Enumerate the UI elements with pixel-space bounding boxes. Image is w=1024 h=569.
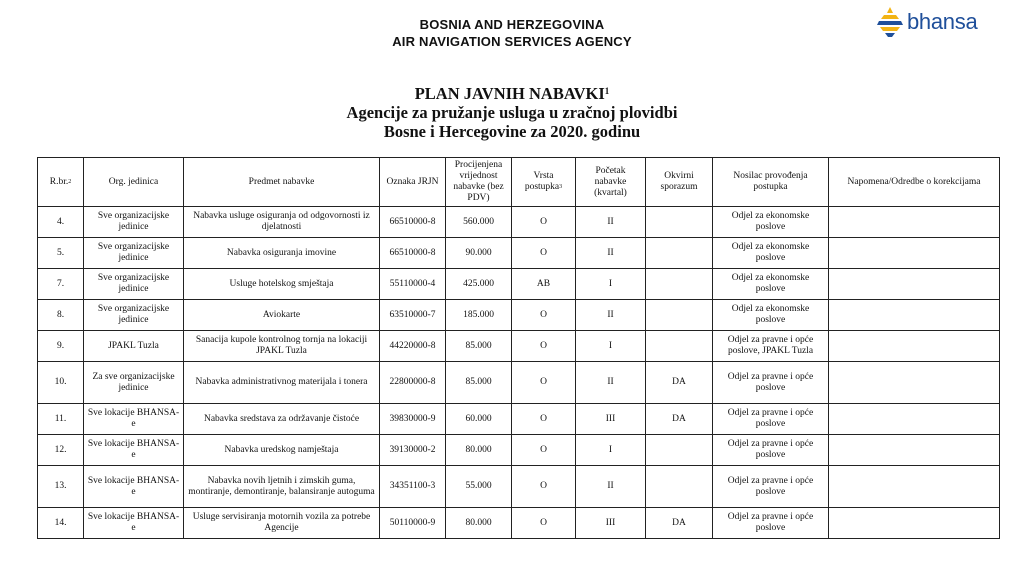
cell-org: Sve lokacije BHANSA-e [84, 508, 184, 539]
cell-napomena [829, 207, 1000, 238]
cell-napomena [829, 508, 1000, 539]
table-row [38, 331, 1000, 362]
cell-predmet: Nabavka novih ljetnih i zimskih guma, montiranje, demontiranje, balansiranje autoguma [184, 466, 380, 508]
cell-nosilac: Odjel za ekonomske poslove [713, 300, 829, 331]
header-vrsta: Vrsta postupka$^3$ [512, 158, 576, 207]
cell-nosilac: Odjel za pravne i opće poslove [713, 404, 829, 435]
cell-vrijednost: 90.000 [446, 238, 512, 269]
cell-vrijednost: 185.000 [446, 300, 512, 331]
cell-rbr: 12. [38, 435, 84, 466]
cell-pocetak: II [576, 207, 646, 238]
header-vrijednost: Procijenjena vrijednost nabavke (bez PDV) [446, 158, 512, 207]
table-body [38, 207, 1000, 539]
cell-vrijednost: 60.000 [446, 404, 512, 435]
cell-org: Sve lokacije BHANSA-e [84, 404, 184, 435]
cell-okvirni [646, 331, 713, 362]
bhansa-logo-icon [876, 6, 904, 38]
cell-okvirni [646, 300, 713, 331]
bhansa-logo [876, 6, 977, 38]
cell-oznaka: 66510000-8 [380, 238, 446, 269]
cell-rbr: 7. [38, 269, 84, 300]
cell-vrsta: O [512, 435, 576, 466]
cell-pocetak: III [576, 404, 646, 435]
header-rbr: R.br.$^2$ [38, 158, 84, 207]
cell-oznaka: 34351100-3 [380, 466, 446, 508]
cell-oznaka: 50110000-9 [380, 508, 446, 539]
cell-predmet: Aviokarte [184, 300, 380, 331]
cell-oznaka: 39130000-2 [380, 435, 446, 466]
cell-predmet: Nabavka administrativnog materijala i tonera [184, 362, 380, 404]
cell-vrsta: O [512, 238, 576, 269]
table-row [38, 269, 1000, 300]
cell-vrsta: O [512, 466, 576, 508]
cell-predmet: Nabavka usluge osiguranja od odgovornosti iz djelatnosti [184, 207, 380, 238]
header-pocetak: Početak nabavke (kvartal) [576, 158, 646, 207]
cell-vrijednost: 425.000 [446, 269, 512, 300]
table-row [38, 300, 1000, 331]
table-header-row [38, 158, 1000, 207]
cell-rbr: 5. [38, 238, 84, 269]
cell-okvirni: DA [646, 362, 713, 404]
cell-org: Sve lokacije BHANSA-e [84, 435, 184, 466]
cell-napomena [829, 362, 1000, 404]
cell-okvirni [646, 466, 713, 508]
cell-pocetak: II [576, 300, 646, 331]
cell-pocetak: I [576, 331, 646, 362]
cell-vrijednost: 80.000 [446, 508, 512, 539]
cell-okvirni [646, 207, 713, 238]
cell-okvirni: DA [646, 508, 713, 539]
table-row [38, 466, 1000, 508]
cell-vrsta: O [512, 508, 576, 539]
table-row [38, 238, 1000, 269]
cell-nosilac: Odjel za ekonomske poslove [713, 269, 829, 300]
cell-rbr: 8. [38, 300, 84, 331]
title-line-2: Agencije za pružanje usluga u zračnoj plovidbi [346, 103, 678, 122]
title-line-3: Bosne i Hercegovine za 2020. godinu [383, 122, 641, 141]
header-predmet: Predmet nabavke [184, 158, 380, 207]
cell-nosilac: Odjel za pravne i opće poslove [713, 466, 829, 508]
agency-line-1: BOSNIA AND HERZEGOVINA [419, 17, 605, 32]
cell-pocetak: I [576, 269, 646, 300]
title-main: PLAN JAVNIH NABAVKI [414, 84, 605, 103]
cell-org: Sve organizacijske jedinice [84, 207, 184, 238]
cell-napomena [829, 269, 1000, 300]
cell-nosilac: Odjel za pravne i opće poslove [713, 508, 829, 539]
cell-napomena [829, 435, 1000, 466]
cell-oznaka: 39830000-9 [380, 404, 446, 435]
cell-org: Sve lokacije BHANSA-e [84, 466, 184, 508]
cell-oznaka: 63510000-7 [380, 300, 446, 331]
cell-vrsta: O [512, 331, 576, 362]
cell-org: Sve organizacijske jedinice [84, 238, 184, 269]
cell-predmet: Sanacija kupole kontrolnog tornja na lokaciji JPAKL Tuzla [184, 331, 380, 362]
cell-predmet: Usluge servisiranja motornih vozila za potrebe Agencije [184, 508, 380, 539]
cell-nosilac: Odjel za ekonomske poslove [713, 207, 829, 238]
header-nosilac: Nosilac provođenja postupka [713, 158, 829, 207]
cell-org: JPAKL Tuzla [84, 331, 184, 362]
cell-vrsta: O [512, 207, 576, 238]
cell-pocetak: II [576, 466, 646, 508]
cell-oznaka: 22800000-8 [380, 362, 446, 404]
cell-oznaka: 66510000-8 [380, 207, 446, 238]
title-line-1 [0, 84, 1024, 103]
cell-napomena [829, 404, 1000, 435]
cell-pocetak: III [576, 508, 646, 539]
title-footnote-marker: 1 [604, 86, 610, 96]
cell-rbr: 11. [38, 404, 84, 435]
cell-predmet: Usluge hotelskog smještaja [184, 269, 380, 300]
table-row [38, 362, 1000, 404]
header-okvirni: Okvirni sporazum [646, 158, 713, 207]
cell-oznaka: 55110000-4 [380, 269, 446, 300]
cell-org: Za sve organizacijske jedinice [84, 362, 184, 404]
agency-header [0, 16, 1024, 50]
cell-vrijednost: 85.000 [446, 362, 512, 404]
cell-rbr: 10. [38, 362, 84, 404]
header-org: Org. jedinica [84, 158, 184, 207]
cell-predmet: Nabavka sredstava za održavanje čistoće [184, 404, 380, 435]
table-row [38, 404, 1000, 435]
cell-pocetak: II [576, 362, 646, 404]
cell-vrsta: O [512, 404, 576, 435]
cell-nosilac: Odjel za pravne i opće poslove [713, 435, 829, 466]
document-title [0, 84, 1024, 141]
cell-okvirni [646, 238, 713, 269]
cell-predmet: Nabavka osiguranja imovine [184, 238, 380, 269]
table-row [38, 207, 1000, 238]
cell-predmet: Nabavka uredskog namještaja [184, 435, 380, 466]
cell-napomena [829, 238, 1000, 269]
header-oznaka: Oznaka JRJN [380, 158, 446, 207]
cell-napomena [829, 331, 1000, 362]
cell-vrijednost: 55.000 [446, 466, 512, 508]
cell-napomena [829, 300, 1000, 331]
cell-pocetak: I [576, 435, 646, 466]
cell-okvirni [646, 435, 713, 466]
table-row [38, 508, 1000, 539]
cell-rbr: 13. [38, 466, 84, 508]
cell-oznaka: 44220000-8 [380, 331, 446, 362]
procurement-table [37, 157, 1000, 539]
cell-napomena [829, 466, 1000, 508]
cell-vrsta: AB [512, 269, 576, 300]
cell-okvirni [646, 269, 713, 300]
cell-vrijednost: 85.000 [446, 331, 512, 362]
cell-rbr: 4. [38, 207, 84, 238]
cell-rbr: 14. [38, 508, 84, 539]
cell-nosilac: Odjel za ekonomske poslove [713, 238, 829, 269]
cell-pocetak: II [576, 238, 646, 269]
agency-line-2: AIR NAVIGATION SERVICES AGENCY [392, 34, 632, 49]
cell-nosilac: Odjel za pravne i opće poslove, JPAKL Tuzla [713, 331, 829, 362]
cell-nosilac: Odjel za pravne i opće poslove [713, 362, 829, 404]
cell-vrijednost: 560.000 [446, 207, 512, 238]
cell-rbr: 9. [38, 331, 84, 362]
cell-vrsta: O [512, 300, 576, 331]
cell-org: Sve organizacijske jedinice [84, 300, 184, 331]
cell-vrijednost: 80.000 [446, 435, 512, 466]
cell-okvirni: DA [646, 404, 713, 435]
bhansa-logo-text: bhansa [907, 9, 978, 34]
cell-vrsta: O [512, 362, 576, 404]
header-napomena: Napomena/Odredbe o korekcijama [829, 158, 1000, 207]
table-row [38, 435, 1000, 466]
cell-org: Sve organizacijske jedinice [84, 269, 184, 300]
